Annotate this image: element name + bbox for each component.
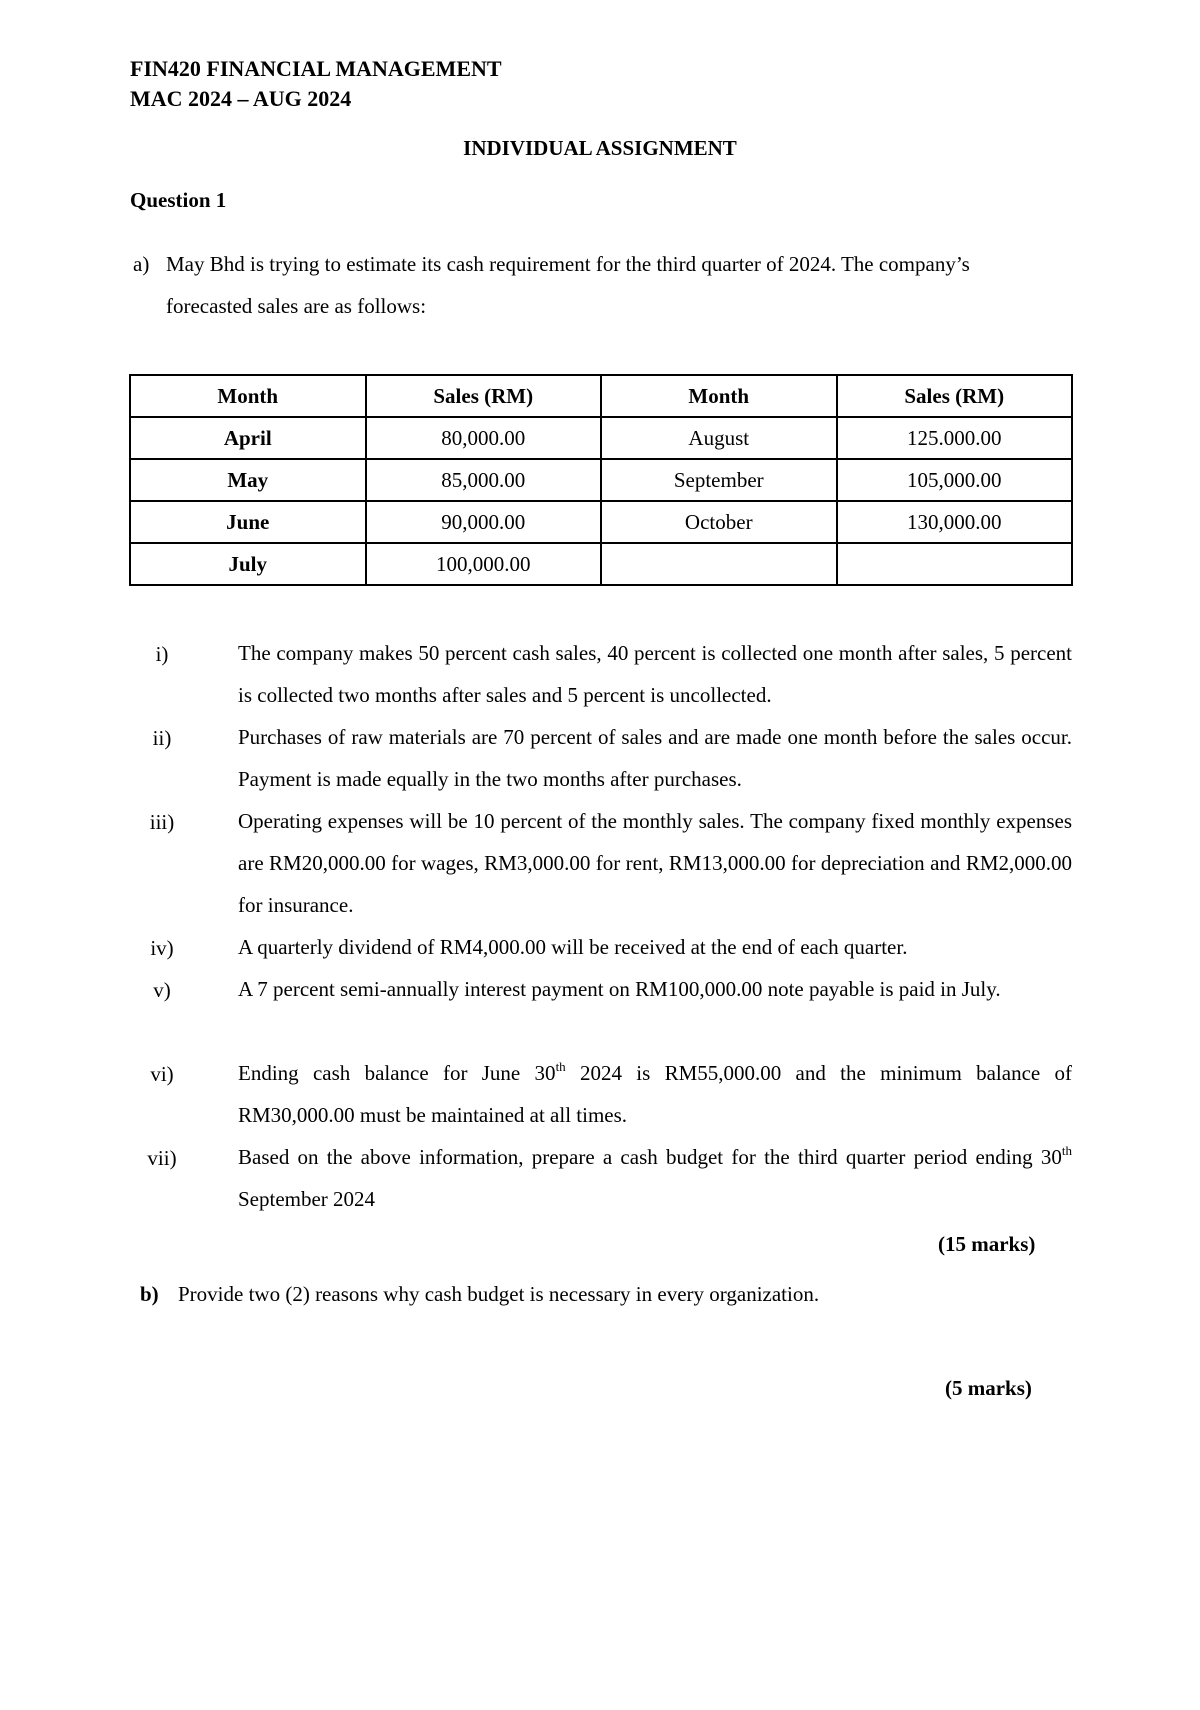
item-text: A quarterly dividend of RM4,000.00 will be received at the end of each quarter. [238,935,908,959]
table-cell-sales: 80,000.00 [366,417,602,459]
part-a-marks: (15 marks) [938,1232,1036,1256]
item-number: i) [155,642,169,666]
table-cell-month: April [130,417,366,459]
item-text: The company makes 50 percent cash sales, 40 percent is collected one month after sales, 5 percent is collected two months after sales and 5 percent is uncollected. [238,641,1072,707]
item-text-part: 2024 is RM55,000.00 and the minimum balance of RM30,000.00 must be maintained at all times. [238,1061,1072,1127]
item-text: A 7 percent semi-annually interest payment on RM100,000.00 note payable is paid in July. [238,977,1001,1001]
table-cell-sales: 105,000.00 [837,459,1073,501]
table-header-cell: Month [130,375,366,417]
part-a-intro-line-2: forecasted sales are as follows: [166,294,427,318]
item-text [238,1136,1072,1220]
table-row [130,543,1072,585]
item-text [238,1052,1072,1136]
table-cell-empty [837,543,1073,585]
sales-forecast-table [129,374,1073,586]
part-b-label: b) [140,1282,159,1306]
part-a-intro-line-1: May Bhd is trying to estimate its cash requirement for the third quarter of 2024. The company’s [166,252,970,276]
item-number: v) [153,978,171,1002]
superscript-ordinal: th [555,1059,566,1074]
table-header-cell: Sales (RM) [837,375,1073,417]
item-number: iv) [150,936,174,960]
part-b-marks: (5 marks) [945,1376,1032,1400]
table-cell-empty [601,543,837,585]
table-cell-month: June [130,501,366,543]
table-header-row [130,375,1072,417]
semester: MAC 2024 – AUG 2024 [130,86,352,111]
table-cell-month: May [130,459,366,501]
table-cell-sales: 90,000.00 [366,501,602,543]
table-cell-month: August [601,417,837,459]
table-cell-month: October [601,501,837,543]
table-row [130,501,1072,543]
item-number: iii) [149,810,175,834]
table-cell-sales: 130,000.00 [837,501,1073,543]
item-number: ii) [152,726,172,750]
table-header-cell: Sales (RM) [366,375,602,417]
table-cell-sales: 125.000.00 [837,417,1073,459]
table-row [130,459,1072,501]
item-text: Purchases of raw materials are 70 percent of sales and are made one month before the sales occur. Payment is made equally in the two months after purchases. [238,725,1072,791]
assignment-title: INDIVIDUAL ASSIGNMENT [463,136,737,160]
item-text-part: Based on the above information, prepare a cash budget for the third quarter period ending 30 [238,1145,1062,1169]
table-cell-sales: 100,000.00 [366,543,602,585]
question-heading: Question 1 [130,188,227,212]
item-text: Operating expenses will be 10 percent of the monthly sales. The company fixed monthly expenses are RM20,000.00 for wages, RM3,000.00 for rent, RM13,000.00 for depreciation and RM2,000.00 for insurance. [238,809,1072,917]
table-cell-month: September [601,459,837,501]
superscript-ordinal: th [1061,1143,1072,1158]
table-cell-month: July [130,543,366,585]
table-header-cell: Month [601,375,837,417]
item-text-part: September 2024 [238,1187,376,1211]
item-number: vi) [150,1062,174,1086]
table-row [130,417,1072,459]
part-b-text: Provide two (2) reasons why cash budget is necessary in every organization. [178,1282,820,1306]
part-a-label: a) [133,252,150,276]
table-cell-sales: 85,000.00 [366,459,602,501]
course-code: FIN420 FINANCIAL MANAGEMENT [130,56,502,81]
item-number: vii) [147,1146,177,1170]
item-text-part: Ending cash balance for June 30 [238,1061,556,1085]
